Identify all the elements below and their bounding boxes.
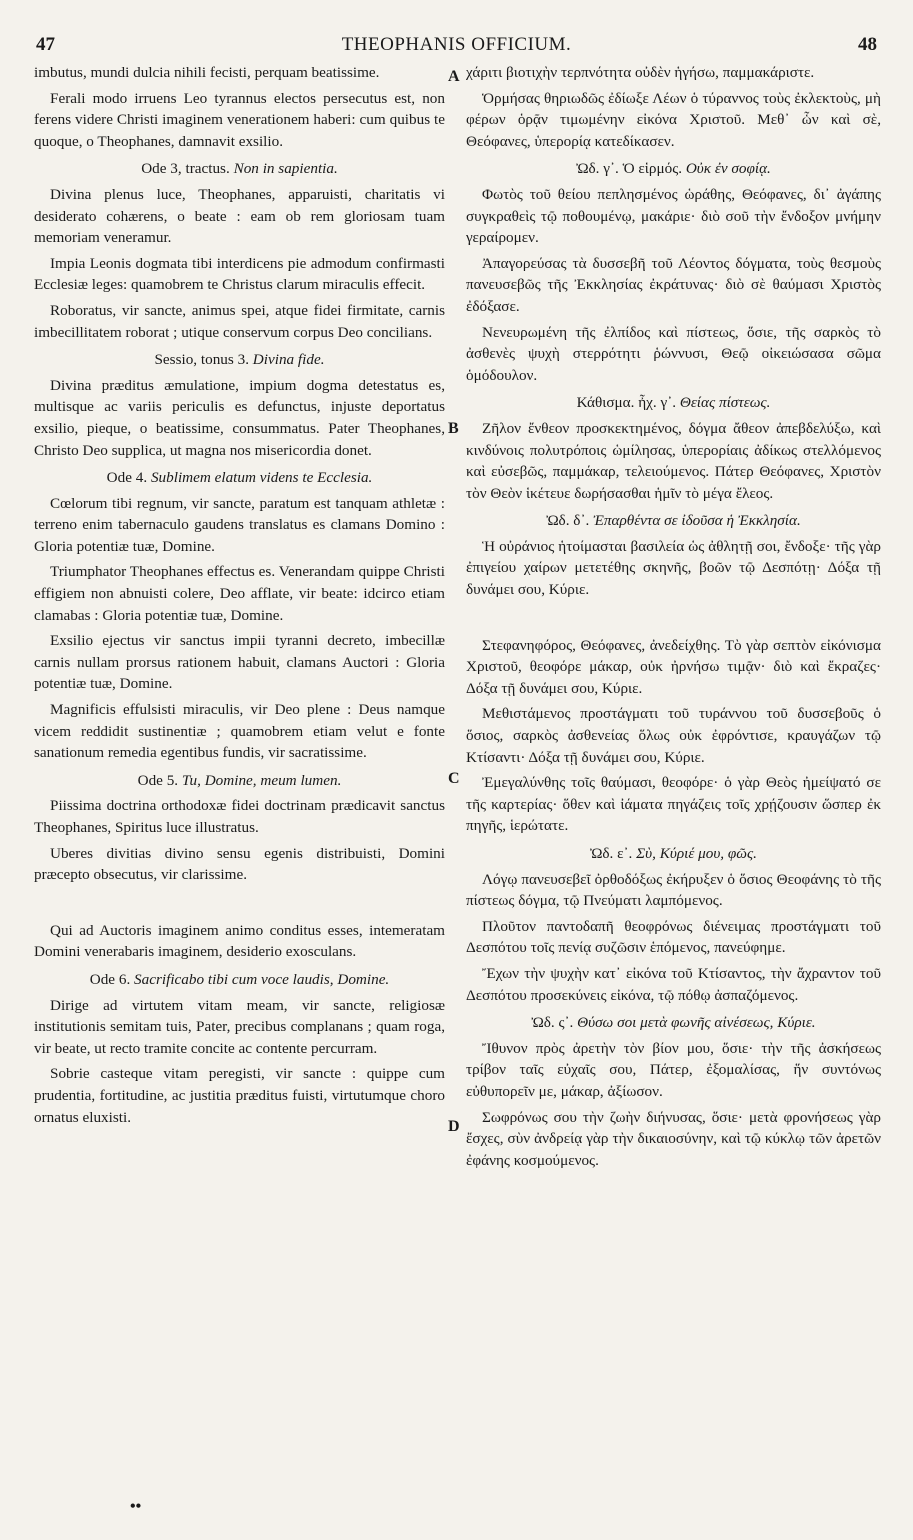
margin-marker-b: B — [448, 420, 459, 437]
latin-paragraph: Divina plenus luce, Theophanes, apparuisti, charitatis vi desiderato cohærens, o beate : eam ob rem gloriosam tuam memoriam veneramur. — [34, 185, 445, 247]
greek-heading-label: Ὠδ. δ᾽. — [546, 512, 590, 530]
latin-heading-incipit: Tu, Domine, meum lumen. — [181, 771, 342, 789]
greek-paragraph: Φωτὸς τοῦ θείου πεπλησμένος ὡράθης, Θεόφανες, δι᾽ ἀγάπης συγκραθεὶς τῷ ποθουμένῳ, μακάριε· διὸ σοῦ τὴν ἔνδοξον μνήμην γεραίρομεν. — [466, 185, 881, 247]
greek-paragraph: Στεφανηφόρος, Θεόφανες, ἀνεδείχθης. Τὸ γὰρ σεπτὸν εἰκόνισμα Χριστοῦ, θεοφόρε μάκαρ, οὐκ ἠρνήσω τιμᾷν· διὸ καὶ ἔκραζες· Δόξα τῇ δυνάμει σου, Κύριε. — [466, 636, 881, 697]
latin-section-heading — [34, 969, 445, 991]
latin-heading-incipit: Sacrificabo tibi cum voce laudis, Domine. — [134, 970, 390, 988]
greek-paragraph: Μεθιστάμενος προστάγματι τοῦ τυράννου τοῦ δυσσεβοῦς ὁ ὅσιος, σαρκὸς ἀσθενείας ὅλως οὐκ ἐφρόντισε, κραυγάζων τῷ Κτίσαντι· Δόξα τῇ δυνάμει σου, Κύριε. — [466, 705, 881, 766]
latin-paragraph: Uberes divitias divino sensu egenis distribuisti, Domini præcepto obsecutus, vir clarissime. — [34, 844, 445, 884]
latin-section-heading — [34, 770, 445, 792]
margin-marker-c: C — [448, 770, 460, 787]
greek-paragraph: Ἴθυνον πρὸς ἀρετὴν τὸν βίον μου, ὅσιε· τὴν τῆς ἀσκήσεως τρίβον ταῖς εὐχαῖς σου, Πάτερ, ἐξομαλίσας, ἥν συντόνως εὐθυπορεῖν με, μάκαρ, ἀξίωσον. — [466, 1039, 881, 1100]
latin-paragraph: Qui ad Auctoris imaginem animo conditus esses, intemeratam Domini venerabaris imaginem, desiderio exosculans. — [34, 921, 445, 961]
greek-paragraph: χάριτι βιοτιχὴν τερπνότητα οὐδὲν ἡγήσω, παμμακάριστε. — [466, 64, 815, 81]
latin-paragraph: Piissima doctrina orthodoxæ fidei doctrinam prædicavit sanctus Theophanes, Spiritus luce illustratus. — [34, 797, 445, 836]
latin-paragraph: Impia Leonis dogmata tibi interdicens pie admodum confirmasti Ecclesiæ leges: quamobrem te Christus clarum miraculis effecit. — [34, 254, 445, 294]
latin-paragraph: Divina præditus æmulatione, impium dogma detestatus es, multisque ac variis periculis es defunctus, injuste deportatus exsilio, pieque, o beatissime, consummatus. Pater Theophanes, Christo Deo supplica, ut magna nos misericordia donet. — [34, 376, 445, 459]
greek-paragraph: Ζῆλον ἔνθεον προσκεκτημένος, δόγμα ἄθεον ἀπεβδελύξω, καὶ κινδύνοις πολυτρόποις ὡμίλησας, ὑπερορίαις ἀδίκως στελλόμενος καὶ εὐσεβῶς, παμμάκαρ, τελειούμενος. Πάτερ Θεόφανες, Χριστὸν τὸν Θεὸν ἱκέτευε δωρήσασθαι ἡμῖν τὸ μέγα ἔλεος. — [466, 419, 881, 502]
latin-heading-incipit: Non in sapientia. — [233, 160, 338, 178]
latin-section-heading — [34, 158, 445, 180]
greek-heading-incipit: Ἐπαρθέντα σε ἰδοῦσα ἡ Ἐκκλησία. — [593, 512, 801, 530]
latin-heading-label: Sessio, tonus 3. — [154, 351, 249, 369]
greek-paragraph: Πλοῦτον παντοδαπῆ θεοφρόνως διένειμας προστάγματι τοῦ Δεσπότου τοῖς πενίᾳ συζῶσιν ἑπόμενος, πανεύφημε. — [466, 917, 881, 957]
greek-heading-label: Ὠδ. ς᾽. — [531, 1014, 574, 1032]
latin-section-heading — [34, 467, 445, 489]
latin-heading-label: Ode 5. — [137, 771, 179, 789]
greek-paragraph: Ἐμεγαλύνθης τοῖς θαύμασι, θεοφόρε· ὁ γὰρ Θεὸς ἠμείψατό σε τῆς καρτερίας· ὅθεν καὶ ἰάματα πηγάζεις τοῖς χρῄζουσιν ὥσπερ ἐκ πηγῆς, ἱερώτατε. — [466, 774, 881, 835]
latin-paragraph: Exsilio ejectus vir sanctus impii tyranni decreto, imbecillæ carnis nullam prorsus rationem habuit, clamans Auctori : Gloria potentiæ tuæ, Domine. — [34, 632, 445, 693]
latin-heading-incipit: Divina fide. — [252, 351, 325, 369]
margin-marker-d: D — [448, 1118, 460, 1135]
latin-section-heading — [34, 349, 445, 371]
page-header — [36, 34, 877, 60]
latin-paragraph: Ferali modo irruens Leo tyrannus electos persecutus est, non ferens videre Christi imaginem venerationem haberi: cum quibus te quoque, o Theophanes, damnavit exsilio. — [34, 89, 445, 150]
greek-heading-incipit: Οὐκ ἐν σοφίᾳ. — [685, 160, 771, 178]
latin-paragraph: imbutus, mundi dulcia nihili fecisti, perquam beatissime. — [34, 64, 380, 81]
greek-section-heading — [466, 843, 881, 865]
greek-paragraph: Σωφρόνως σου τὴν ζωὴν διήνυσας, ὅσιε· μετὰ φρονήσεως γὰρ ἔσχες, σὺν ἀνδρείᾳ γὰρ τὴν δικαιοσύνην, καὶ τῷ κύκλῳ τῶν ἀρετῶν ἐφάνης κοσμούμενος. — [466, 1108, 881, 1169]
greek-section-heading — [466, 510, 881, 532]
greek-heading-label: Ὠδ. ε᾽. — [590, 845, 633, 862]
latin-spacer — [34, 890, 445, 920]
running-title: THEOPHANIS OFFICIUM. — [341, 34, 572, 55]
greek-paragraph: Ἔχων τὴν ψυχὴν κατ᾽ εἰκόνα τοῦ Κτίσαντος, τὴν ἄχραντον τοῦ Δεσπότου προσεκύνεις εἰκόνα, τῷ πόθῳ ἀσπαζόμενος. — [466, 964, 881, 1004]
latin-paragraph: Cœlorum tibi regnum, vir sancte, paratum est tanquam athletæ : terreno enim tabernaculo gaudens translatus es clamans Domino : Gloria potentiæ tuæ, Domine. — [34, 494, 445, 555]
margin-marker-a: A — [448, 68, 460, 85]
latin-paragraph: Magnificis effulsisti miraculis, vir Deo plene : Deus namque vicem reddidit sustinentiæ ; quamobrem etiam velut e fonte sanationum remedia egentibus fundis, vir sacratissime. — [34, 701, 445, 762]
greek-column — [466, 62, 881, 1175]
greek-section-heading — [466, 1012, 881, 1034]
greek-section-heading — [466, 158, 881, 180]
greek-heading-incipit: Θείας πίστεως. — [679, 394, 771, 412]
latin-paragraph: Triumphator Theophanes effectus es. Venerandam quippe Christi effigiem non abnuisti colere, Deo afflate, vir beate: idcirco etiam clamabas : Gloria potentiæ tuæ, Domine. — [34, 563, 445, 624]
greek-heading-incipit: Θύσω σοι μετὰ φωνῆς αἰνέσεως, Κύριε. — [577, 1014, 816, 1032]
greek-paragraph: Λόγῳ πανευσεβεῖ ὀρθοδόξως ἐκήρυξεν ὁ ὅσιος Θεοφάνης τὸ τῆς πίστεως δόγμα, τῷ Πνεύματι λαμπόμενος. — [466, 870, 881, 910]
greek-paragraph: Ἀπαγορεύσας τὰ δυσσεβῆ τοῦ Λέοντος δόγματα, τοὺς θεσμοὺς πανευσεβῶς τῆς Ἐκκλησίας ἐκράτυνας· διὸ σὲ θαύμασι Χριστὸς ἐδόξασε. — [466, 254, 881, 315]
latin-paragraph: Sobrie casteque vitam peregisti, vir sancte : quippe cum prudentia, fortitudine, ac justitia præditus fuisti, virtutumque choro ornatus eluxisti. — [34, 1065, 445, 1126]
latin-heading-label: Ode 3, tractus. — [141, 160, 230, 178]
greek-heading-label: Κάθισμα. ἦχ. γ᾽. — [576, 394, 677, 412]
footer-ornament: •• — [130, 1498, 142, 1515]
greek-section-heading — [466, 392, 881, 414]
page-number-left: 47 — [36, 34, 55, 55]
latin-column — [34, 62, 445, 1132]
page-number-right: 48 — [858, 34, 877, 55]
latin-heading-label: Ode 6. — [89, 970, 131, 988]
latin-heading-label: Ode 4. — [106, 469, 148, 487]
greek-paragraph: Ὁρμήσας θηριωδῶς ἐδίωξε Λέων ὁ τύραννος τοὺς ἐκλεκτοὺς, μὴ φέρων ὁρᾷν τιμωμένην εἰκόνα Χριστοῦ. Μεθ᾽ ὧν καὶ σὲ, Θεόφανες, ὑπερορίᾳ κατεδίκασεν. — [466, 89, 881, 150]
latin-paragraph: Roboratus, vir sancte, animus spei, atque fidei firmitate, carnis imbecillitatem roborat ; utique conservum corpus Deo concilians. — [34, 301, 445, 341]
greek-heading-label: Ὠδ. γ᾽. Ὁ εἱρμός. — [576, 160, 683, 178]
greek-paragraph: Νενευρωμένη τῆς ἐλπίδος καὶ πίστεως, ὅσιε, τῆς σαρκὸς τὸ ἀσθενὲς ψυχὴ στερρότητι ῥώννυσι, Θεῷ οἰκειώσασα σῶμα ὁμόδουλον. — [466, 323, 881, 384]
greek-heading-incipit: Σὺ, Κύριέ μου, φῶς. — [636, 845, 757, 862]
greek-paragraph: Ἡ οὐράνιος ἡτοίμασται βασιλεία ὡς ἀθλητῇ σοι, ἔνδοξε· τῆς γὰρ ἐπιγείου χαίρων μετετέθης σκηνῆς, βοῶν τῷ Δεσπότῃ· Δόξα τῇ δυνάμει σου, Κύριε. — [466, 537, 881, 599]
latin-heading-incipit: Sublimem elatum videns te Ecclesia. — [150, 469, 373, 487]
latin-paragraph: Dirige ad virtutem vitam meam, vir sancte, religiosæ institutionis semitam tuis, Pater, precibus complanans ; quam roga, vir beate, ut recto tramite concite ac contente percurram. — [34, 996, 445, 1057]
greek-spacer — [466, 605, 881, 635]
